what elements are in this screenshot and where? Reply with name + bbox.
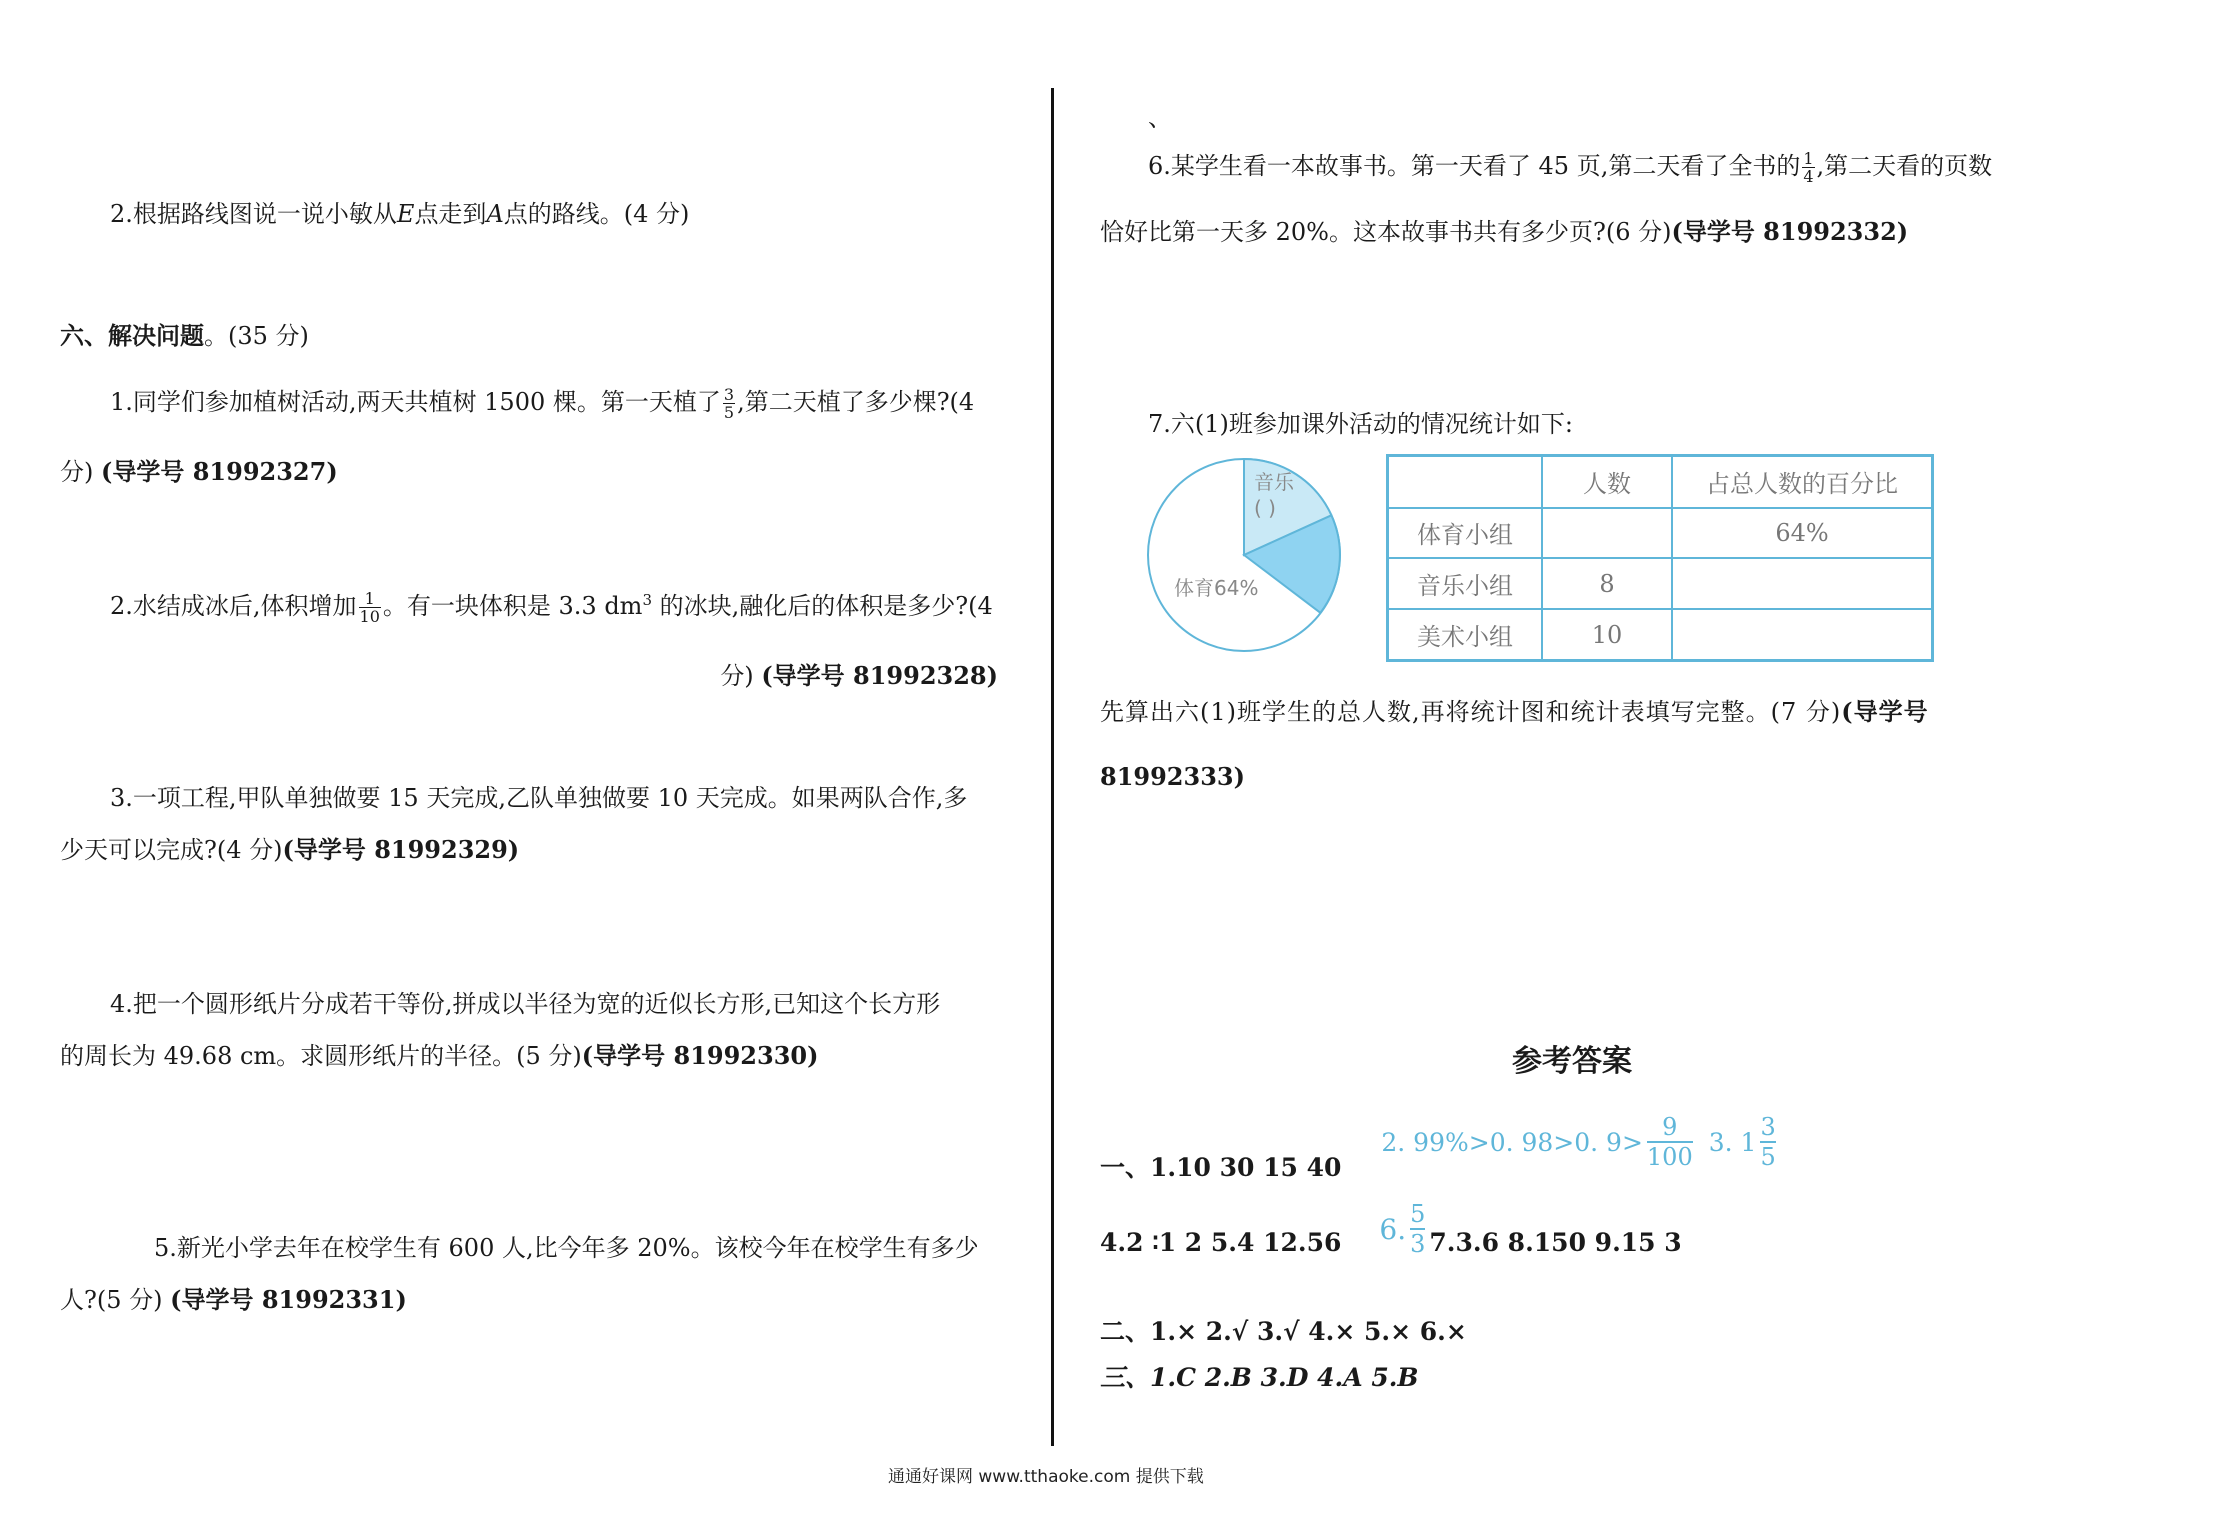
activity-pie-chart xyxy=(1146,443,1346,667)
table-cell: 64% xyxy=(1672,508,1933,559)
answers-title: 参考答案 xyxy=(1512,1044,1632,1079)
fraction-5-3: $\frac{5}{3}$ xyxy=(1410,1200,1426,1258)
problem-7-title: 7.六(1)班参加课外活动的情况统计如下: xyxy=(1148,410,1573,438)
problem-2-line1: 2.水结成冰后,体积增加 $\frac{1}{10}$ 。有一块体积是 3.3 $dm^3$ 的冰块,融化后的体积是多少?(4 xyxy=(110,589,993,626)
fraction-3-5: $\frac{3}{5}$ xyxy=(723,385,735,422)
problem-4-line2: 的周长为 49.68 cm。求圆形纸片的半径。(5 分)(导学号 81992330) xyxy=(60,1041,819,1070)
table-cell: 体育小组 xyxy=(1388,508,1543,559)
answers-row-2: 4.2 ∶1 2 5.4 12.56 6. $\frac{5}{3}$ 7.3.6 8.150 9.15 3 xyxy=(1100,1200,1682,1258)
table-cell: 音乐小组 xyxy=(1388,558,1543,609)
answers-row-1: 一、1.10 30 15 40 2. 99%>0. 98>0. 9> $\frac{9}{100}$ 3. 1 $\frac{3}{5}$ xyxy=(1100,1113,1776,1182)
pie-label-music: 音乐 xyxy=(1254,470,1294,494)
table-row xyxy=(1388,558,1933,609)
table-cell: 美术小组 xyxy=(1388,609,1543,660)
table-cell xyxy=(1672,609,1933,660)
pie-label-sport: 体育64% xyxy=(1174,576,1259,600)
stray-mark: 、 xyxy=(1148,104,1172,132)
table-row xyxy=(1388,609,1933,660)
problem-3-line2: 少天可以完成?(4 分)(导学号 81992329) xyxy=(60,835,520,864)
column-divider xyxy=(1051,88,1054,1446)
answers-row-4: 三、1.C 2.B 3.D 4.A 5.B xyxy=(1100,1363,1419,1392)
problem-5-line2: 人?(5 分) (导学号 81992331) xyxy=(60,1285,407,1314)
problem-3-line1: 3.一项工程,甲队单独做要 15 天完成,乙队单独做要 10 天完成。如果两队合作,多 xyxy=(110,784,968,812)
problem-6-line1: 6.某学生看一本故事书。第一天看了 45 页,第二天看了全书的 $\frac{1}{4}$ ,第二天看的页数 xyxy=(1148,149,1993,186)
table-row xyxy=(1388,508,1933,559)
table-header-cell: 人数 xyxy=(1542,456,1672,508)
fraction-9-100: $\frac{9}{100}$ xyxy=(1646,1113,1693,1171)
section-6-heading: 六、解决问题。(35 分) xyxy=(60,321,309,350)
problem-7-line1: 先算出六(1)班学生的总人数,再将统计图和统计表填写完整。(7 分)(导学号 xyxy=(1100,697,1929,726)
answers-row-3: 二、1.× 2.√ 3.√ 4.× 5.× 6.× xyxy=(1100,1317,1467,1346)
handwritten-answer-2: 2. 99%>0. 98>0. 9> xyxy=(1381,1127,1643,1157)
problem-7-line2: 81992333) xyxy=(1100,762,1245,791)
pie-label-blank: ( ) xyxy=(1254,496,1276,520)
activity-table xyxy=(1386,454,1934,662)
fraction-1-10: $\frac{1}{10}$ xyxy=(359,589,380,626)
problem-5-line1: 5.新光小学去年在校学生有 600 人,比今年多 20%。该校今年在校学生有多少 xyxy=(154,1234,979,1262)
problem-1-line1: 1.同学们参加植树活动,两天共植树 1500 棵。第一天植了 $\frac{3}{5}$ ,第二天植了多少棵?(4 xyxy=(110,385,975,422)
table-cell xyxy=(1672,558,1933,609)
table-cell: 10 xyxy=(1542,609,1672,660)
table-header-cell xyxy=(1388,456,1543,508)
question-5-2: 2.根据路线图说一说小敏从E点走到A点的路线。(4 分) xyxy=(110,200,690,228)
table-header-row xyxy=(1388,456,1933,508)
table-cell xyxy=(1542,508,1672,559)
problem-1-line2: 分) (导学号 81992327) xyxy=(60,457,338,486)
problem-4-line1: 4.把一个圆形纸片分成若干等份,拼成以半径为宽的近似长方形,已知这个长方形 xyxy=(110,990,941,1018)
problem-2-line2: 分) (导学号 81992328) xyxy=(720,661,998,690)
table-header-cell: 占总人数的百分比 xyxy=(1672,456,1933,508)
fraction-3-5-answer: $\frac{3}{5}$ xyxy=(1760,1113,1776,1171)
table-cell: 8 xyxy=(1542,558,1672,609)
handwritten-answer-3: 3. 1 xyxy=(1708,1127,1757,1157)
handwritten-answer-6: 6. xyxy=(1379,1212,1407,1246)
footer-credit: 通通好课网 www.tthaoke.com 提供下载 xyxy=(888,1467,1204,1487)
problem-6-line2: 恰好比第一天多 20%。这本故事书共有多少页?(6 分)(导学号 81992332) xyxy=(1100,217,1909,246)
fraction-1-4: $\frac{1}{4}$ xyxy=(1803,149,1814,186)
